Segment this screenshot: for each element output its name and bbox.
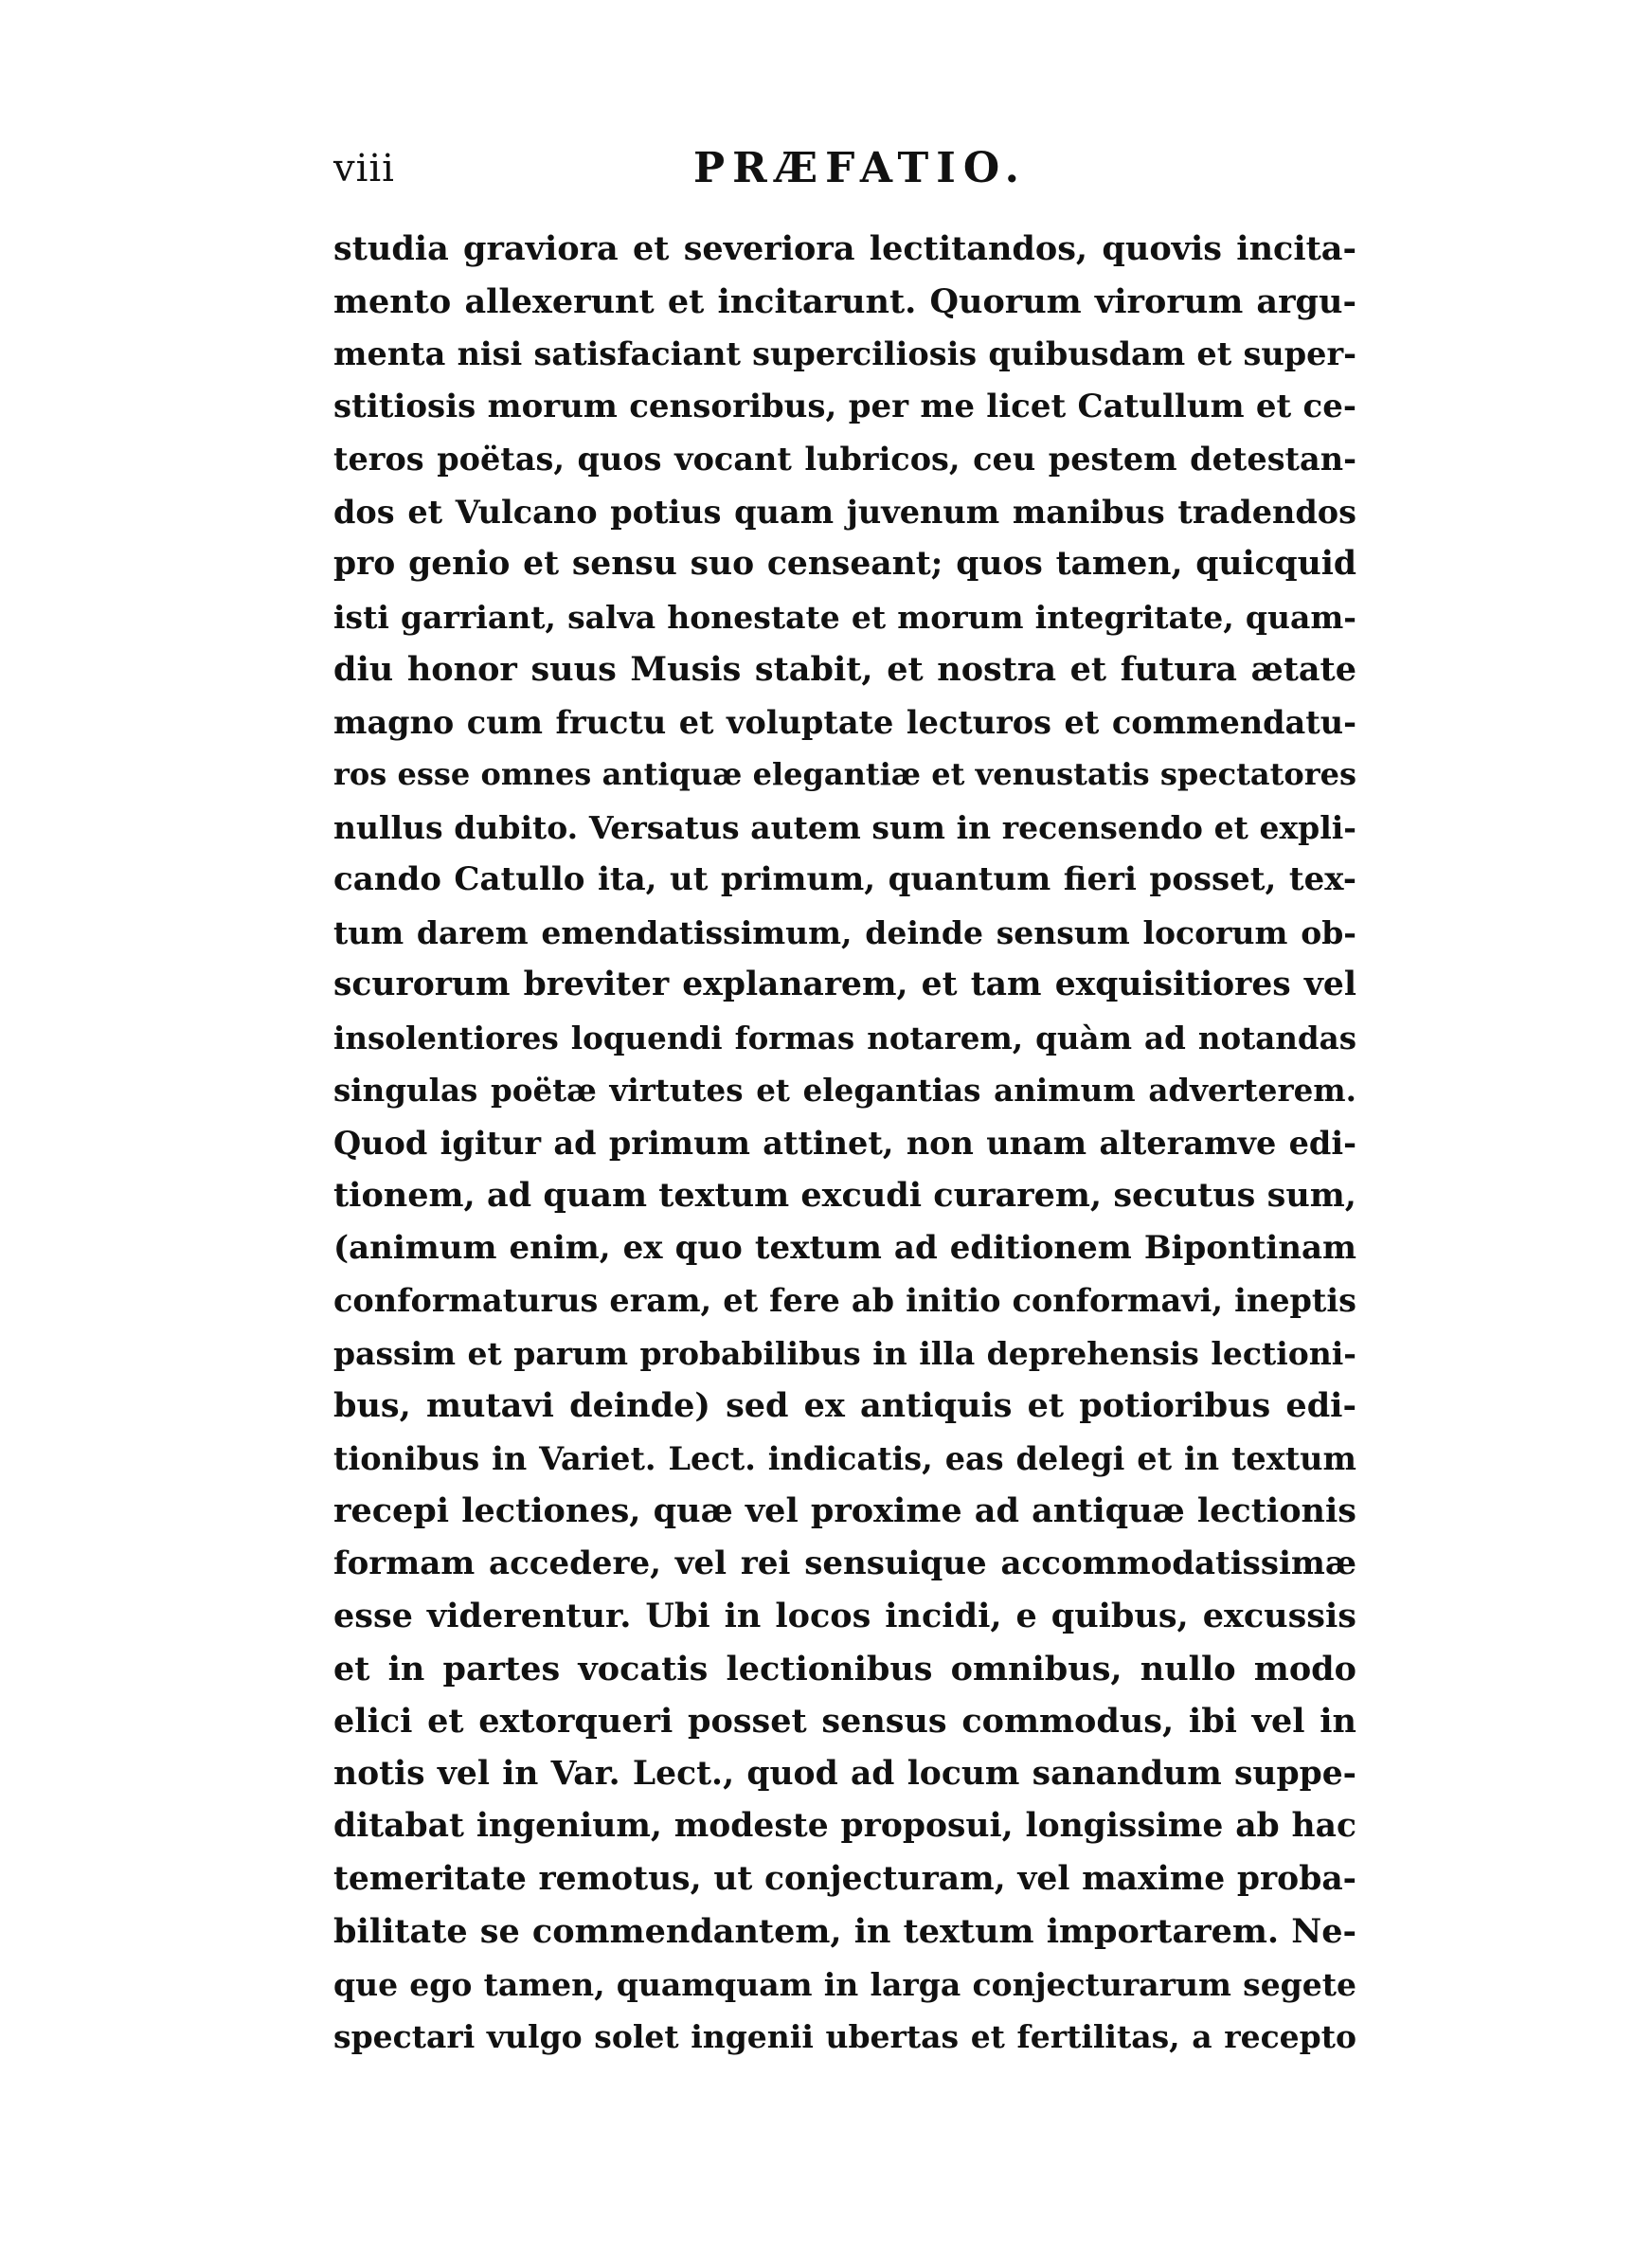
text-line: (animum enim, ex quo textum ad editionem Bipontinam — [333, 1228, 1356, 1267]
text-line: mento allexerunt et incitarunt. Quorum virorum argu- — [333, 281, 1356, 321]
text-line: passim et parum probabilibus in illa deprehensis lectioni- — [333, 1334, 1356, 1372]
text-line: menta nisi satisfaciant superciliosis quibusdam et super- — [333, 335, 1356, 372]
text-line: nullus dubito. Versatus autem sum in recensendo et expli- — [333, 808, 1356, 846]
running-head — [333, 142, 1356, 199]
text-line: stitiosis morum censoribus, per me licet Catullum et ce- — [333, 387, 1356, 425]
text-line: Quod igitur ad primum attinet, non unam alteramve edi- — [333, 1124, 1356, 1162]
text-line: dos et Vulcano potius quam juvenum manibus tradendos — [333, 493, 1356, 531]
text-line: esse viderentur. Ubi in locos incidi, e quibus, excussis — [333, 1597, 1356, 1635]
page-title: PRÆFATIO. — [693, 144, 1027, 192]
text-line: isti garriant, salva honestate et morum integritate, quam- — [333, 598, 1356, 636]
text-line: temeritate remotus, ut conjecturam, vel maxime proba- — [333, 1859, 1356, 1898]
text-line: tionem, ad quam textum excudi curarem, secutus sum, — [333, 1176, 1356, 1215]
text-line: insolentiores loquendi formas notarem, quàm ad notandas — [333, 1019, 1356, 1056]
text-line: scurorum breviter explanarem, et tam exquisitiores vel — [333, 966, 1356, 1003]
text-line: singulas poëtæ virtutes et elegantias animum adverterem. — [333, 1072, 1356, 1109]
text-line: bilitate se commendantem, in textum importarem. Ne- — [333, 1912, 1356, 1951]
body-text — [333, 223, 1356, 2064]
text-line: bus, mutavi deinde) sed ex antiquis et potioribus edi- — [333, 1386, 1356, 1425]
text-line: diu honor suus Musis stabit, et nostra et futura ætate — [333, 650, 1356, 689]
text-line: magno cum fructu et voluptate lecturos et commendatu- — [333, 703, 1356, 741]
text-line: cando Catullo ita, ut primum, quantum fieri posset, tex- — [333, 860, 1356, 898]
text-line: formam accedere, vel rei sensuique accommodatissimæ — [333, 1544, 1356, 1582]
page-number: viii — [333, 147, 395, 190]
text-line: que ego tamen, quamquam in larga conjecturarum segete — [333, 1965, 1356, 2003]
text-line: ditabat ingenium, modeste proposui, longissime ab hac — [333, 1807, 1356, 1845]
text-line: elici et extorqueri posset sensus commodus, ibi vel in — [333, 1702, 1356, 1741]
text-line: conformaturus eram, et fere ab initio conformavi, ineptis — [333, 1282, 1356, 1319]
text-line: teros poëtas, quos vocant lubricos, ceu pestem detestan- — [333, 441, 1356, 478]
text-line: studia graviora et severiora lectitandos, quovis incita- — [333, 229, 1356, 268]
text-line: spectari vulgo solet ingenii ubertas et fertilitas, a recepto — [333, 2018, 1356, 2055]
text-line: tum darem emendatissimum, deinde sensum locorum ob- — [333, 913, 1356, 951]
text-line: pro genio et sensu suo censeant; quos tamen, quicquid — [333, 545, 1356, 583]
text-line: tionibus in Variet. Lect. indicatis, eas delegi et in textum — [333, 1439, 1356, 1477]
text-line: recepi lectiones, quæ vel proxime ad antiquæ lectionis — [333, 1491, 1356, 1530]
text-line: notis vel in Var. Lect., quod ad locum sanandum suppe- — [333, 1754, 1356, 1793]
text-line: ros esse omnes antiquæ elegantiæ et venustatis spectatores — [333, 756, 1356, 792]
text-line: et in partes vocatis lectionibus omnibus, nullo modo — [333, 1649, 1356, 1688]
